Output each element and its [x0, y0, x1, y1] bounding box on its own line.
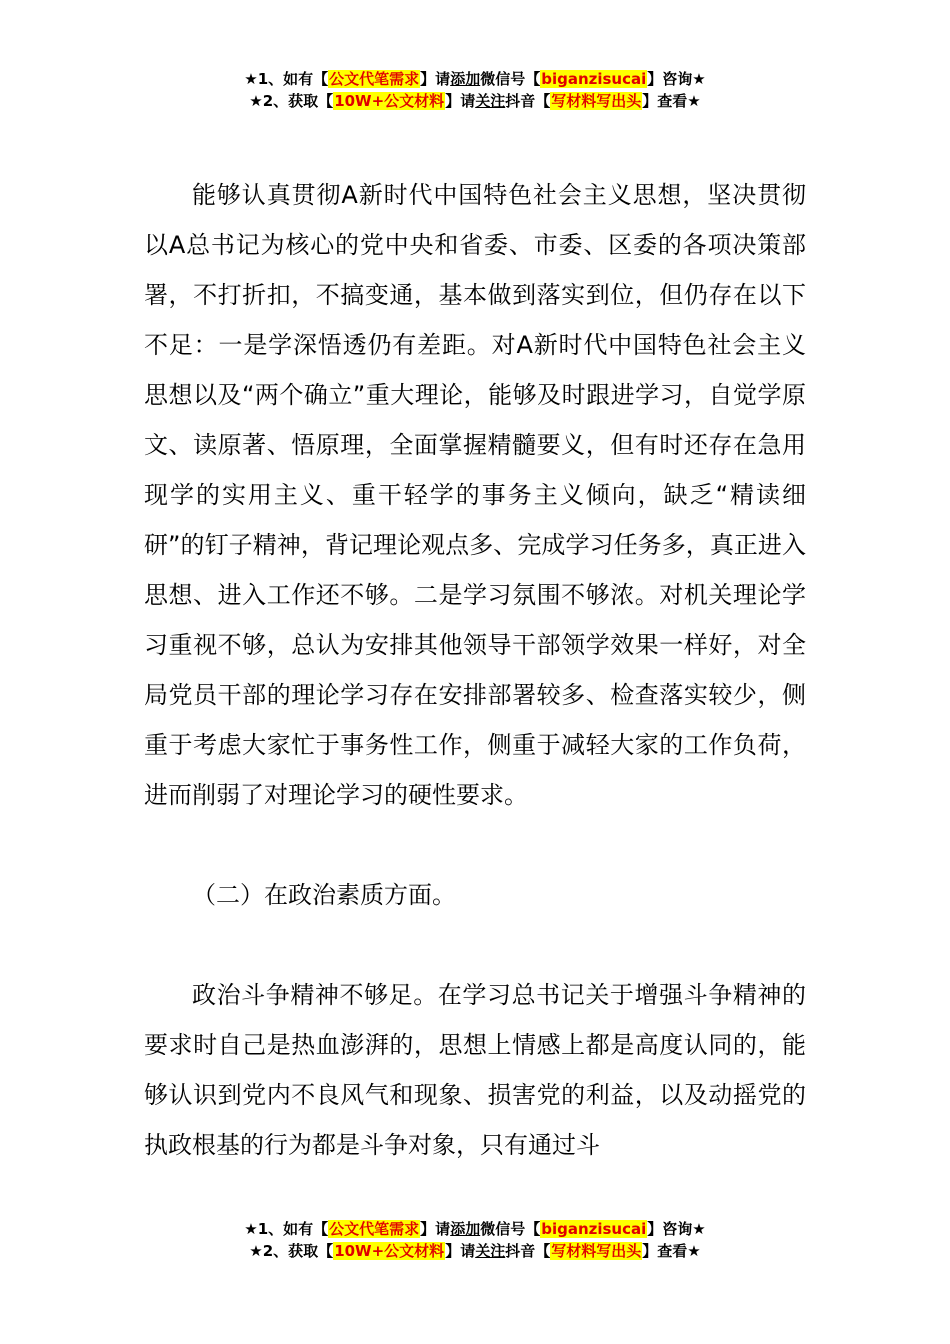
header-banner: [0, 68, 950, 112]
emphasis-text: 添加: [450, 1220, 481, 1238]
banner-text: 】查看★: [642, 1242, 701, 1260]
douyin-id: 写材料写出头: [551, 1242, 642, 1260]
document-body: [144, 170, 806, 1170]
footer-banner: [0, 1218, 950, 1262]
emphasis-text: 关注: [475, 92, 506, 110]
banner-text: ★2、获取【: [249, 1242, 334, 1260]
banner-line-2: [0, 1240, 950, 1262]
banner-line-2: [0, 90, 950, 112]
highlight-text: 10W+公文材料: [334, 92, 445, 110]
banner-text: ★1、如有【: [244, 70, 329, 88]
banner-text: 微信号【: [480, 70, 541, 88]
section-heading: （二）在政治素质方面。: [192, 881, 456, 909]
douyin-id: 写材料写出头: [551, 92, 642, 110]
emphasis-text: 关注: [475, 1242, 506, 1260]
banner-text: 抖音【: [505, 92, 551, 110]
banner-text: 】请: [420, 1220, 451, 1238]
highlight-text: 10W+公文材料: [334, 1242, 445, 1260]
highlight-text: 公文代笔需求: [329, 1220, 420, 1238]
body-paragraph: 政治斗争精神不够足。在学习总书记关于增强斗争精神的要求时自己是热血澎湃的，思想上情感上都是高度认同的，能够认识到党内不良风气和现象、损害党的利益，以及动摇党的执政根基的行为都是斗争对象，只有通过斗: [144, 981, 806, 1159]
highlight-text: 公文代笔需求: [329, 70, 420, 88]
banner-text: 】请: [445, 1242, 476, 1260]
banner-text: 微信号【: [480, 1220, 541, 1238]
banner-text: 】查看★: [642, 92, 701, 110]
body-paragraph: 能够认真贯彻A新时代中国特色社会主义思想，坚决贯彻以A总书记为核心的党中央和省委、市委、区委的各项决策部署，不打折扣，不搞变通，基本做到落实到位，但仍存在以下不足：一是学深悟透仍有差距。对A新时代中国特色社会主义思想以及“两个确立”重大理论，能够及时跟进学习，自觉学原文、读原著、悟原理，全面掌握精髓要义，但有时还存在急用现学的实用主义、重干轻学的事务主义倾向，缺乏“精读细研”的钉子精神，背记理论观点多、完成学习任务多，真正进入思想、进入工作还不够。二是学习氛围不够浓。对机关理论学习重视不够，总认为安排其他领导干部领学效果一样好，对全局党员干部的理论学习存在安排部署较多、检查落实较少，侧重于考虑大家忙于事务性工作，侧重于减轻大家的工作负荷，进而削弱了对理论学习的硬性要求。: [144, 181, 806, 809]
banner-text: ★1、如有【: [244, 1220, 329, 1238]
banner-text: ★2、获取【: [249, 92, 334, 110]
banner-line-1: [0, 68, 950, 90]
banner-text: 抖音【: [505, 1242, 551, 1260]
banner-text: 】咨询★: [647, 1220, 706, 1238]
banner-text: 】咨询★: [647, 70, 706, 88]
wechat-id: biganzisucai: [541, 70, 647, 88]
wechat-id: biganzisucai: [541, 1220, 647, 1238]
banner-text: 】请: [420, 70, 451, 88]
banner-line-1: [0, 1218, 950, 1240]
emphasis-text: 添加: [450, 70, 481, 88]
banner-text: 】请: [445, 92, 476, 110]
